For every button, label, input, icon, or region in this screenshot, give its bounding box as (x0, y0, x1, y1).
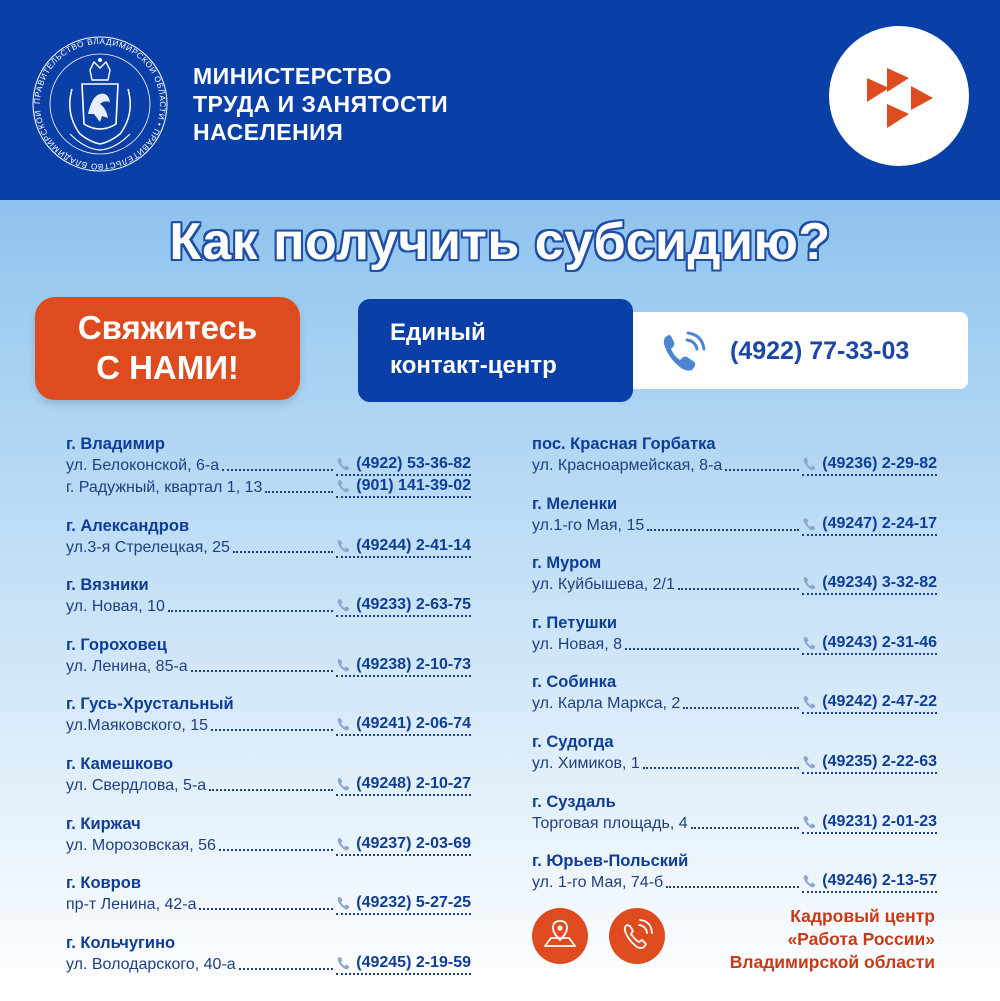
phone-ringing-icon (659, 328, 711, 376)
page-title: Как получить субсидию? (169, 213, 831, 271)
office-address: ул. Морозовская, 56 (66, 836, 216, 854)
offices-list-left (66, 434, 471, 992)
dotted-leader (233, 551, 333, 553)
dotted-leader (683, 707, 799, 709)
office-phone[interactable]: (49246) 2-13-57 (802, 871, 937, 893)
office-phone[interactable]: (49232) 5-27-25 (336, 893, 471, 915)
phone-icon (336, 478, 352, 494)
office-address: ул. Новая, 8 (532, 635, 622, 653)
office-entry (66, 434, 471, 494)
office-phone[interactable]: (49234) 3-32-82 (802, 573, 937, 595)
office-address: Торговая площадь, 4 (532, 814, 688, 832)
office-address: пр-т Ленина, 42-а (66, 896, 197, 914)
coat-of-arms-icon (30, 34, 170, 174)
phone-icon (336, 597, 352, 613)
office-phone[interactable]: (4922) 53-36-82 (336, 454, 471, 476)
dotted-leader (199, 908, 333, 910)
office-entry (66, 575, 471, 635)
office-address: ул.3-я Стрелецкая, 25 (66, 538, 230, 556)
dotted-leader (666, 886, 799, 888)
office-address: ул. 1-го Мая, 74-б (532, 874, 664, 892)
office-entry (66, 873, 471, 933)
office-entry (532, 851, 937, 911)
office-city: г. Меленки (532, 494, 618, 513)
office-city: г. Вязники (66, 576, 149, 595)
office-address: ул.1-го Мая, 15 (532, 516, 645, 534)
office-address-2: г. Радужный, квартал 1, 13 (66, 479, 263, 496)
office-entry (532, 792, 937, 852)
office-entry (532, 613, 937, 673)
office-address: ул. Свердлова, 5-а (66, 776, 207, 794)
employment-center-line-1: Кадровый центр (790, 906, 935, 926)
dotted-leader (678, 588, 799, 590)
employment-center-line-2: «Работа России» (787, 929, 935, 949)
dotted-leader (265, 491, 333, 493)
contact-center-line-2: контакт-центр (390, 352, 557, 379)
contact-center-line-1: Единый (390, 319, 486, 346)
dotted-leader (239, 968, 334, 970)
rabota-russia-logo-icon (829, 26, 969, 166)
office-address: ул. Белоконской, 6-а (66, 457, 220, 474)
office-city: г. Ковров (66, 874, 141, 893)
employment-center-line-3: Владимирской области (729, 952, 935, 972)
header-bar (0, 0, 1000, 200)
office-city: г. Александров (66, 516, 190, 535)
office-address: ул. Куйбышева, 2/1 (532, 576, 675, 594)
office-entry (66, 635, 471, 695)
contact-us-button[interactable] (35, 297, 300, 400)
office-entry (532, 732, 937, 792)
office-phone[interactable]: (49243) 2-31-46 (802, 633, 937, 655)
office-address: ул. Химиков, 1 (532, 754, 640, 772)
dotted-leader (691, 827, 800, 829)
office-city: г. Киржач (66, 814, 141, 833)
phone-icon (336, 657, 352, 673)
phone-icon (802, 873, 818, 889)
office-phone-2[interactable]: (901) 141-39-02 (336, 476, 471, 498)
office-city: г. Камешково (66, 754, 174, 773)
office-city: г. Петушки (532, 613, 618, 632)
phone-icon (336, 456, 352, 472)
phone-icon (802, 456, 818, 472)
office-phone[interactable]: (49236) 2-29-82 (802, 454, 937, 476)
phone-icon (336, 538, 352, 554)
phone-circle-icon[interactable] (609, 908, 665, 964)
office-phone[interactable]: (49245) 2-19-59 (336, 953, 471, 975)
office-address: ул. Карла Маркса, 2 (532, 695, 681, 713)
office-phone[interactable]: (49238) 2-10-73 (336, 655, 471, 677)
phone-icon (336, 895, 352, 911)
phone-icon (336, 836, 352, 852)
dotted-leader (625, 648, 799, 650)
office-entry (66, 516, 471, 576)
office-city: г. Муром (532, 554, 602, 573)
ministry-line-2: ТРУДА И ЗАНЯТОСТИ (193, 91, 449, 117)
phone-icon (802, 516, 818, 532)
phone-icon (802, 635, 818, 651)
dotted-leader (168, 610, 333, 612)
office-address: ул. Володарского, 40-а (66, 955, 236, 973)
office-entry (66, 754, 471, 814)
contact-center-label (358, 299, 633, 402)
office-address: ул.Маяковского, 15 (66, 717, 209, 735)
office-city: г. Собинка (532, 673, 617, 692)
office-phone[interactable]: (49237) 2-03-69 (336, 834, 471, 856)
ministry-name (193, 62, 448, 146)
dotted-leader (643, 767, 799, 769)
office-phone[interactable]: (49235) 2-22-63 (802, 752, 937, 774)
dotted-leader (725, 469, 799, 471)
office-city: г. Гороховец (66, 635, 167, 654)
contact-center-phone-number: (4922) 77-33-03 (730, 337, 910, 365)
phone-icon (802, 694, 818, 710)
contact-us-line-2: С НАМИ! (96, 349, 239, 386)
dotted-leader (191, 670, 334, 672)
office-city: г. Суздаль (532, 792, 616, 811)
dotted-leader (647, 529, 799, 531)
phone-icon (336, 776, 352, 792)
office-entry (532, 494, 937, 554)
office-phone[interactable]: (49233) 2-63-75 (336, 595, 471, 617)
employment-center-name (730, 905, 935, 974)
phone-icon (336, 955, 352, 971)
phone-icon (802, 575, 818, 591)
office-address: ул. Красноармейская, 8-а (532, 457, 723, 474)
office-city: г. Юрьев-Польский (532, 852, 689, 871)
dotted-leader (209, 789, 333, 791)
office-city: пос. Красная Горбатка (532, 435, 716, 453)
office-phone[interactable]: (49248) 2-10-27 (336, 774, 471, 796)
office-entry (532, 434, 937, 494)
map-location-icon[interactable] (532, 908, 588, 964)
dotted-leader (222, 469, 333, 471)
ministry-line-1: МИНИСТЕРСТВО (193, 63, 393, 89)
office-phone[interactable]: (49244) 2-41-14 (336, 536, 471, 558)
office-entry (532, 553, 937, 613)
office-entry (532, 672, 937, 732)
phone-icon (336, 716, 352, 732)
office-city: г. Владимир (66, 435, 166, 453)
office-phone[interactable]: (49231) 2-01-23 (802, 812, 937, 834)
office-city: г. Судогда (532, 732, 614, 751)
office-address: ул. Ленина, 85-а (66, 657, 188, 675)
office-address: ул. Новая, 10 (66, 598, 165, 616)
office-city: г. Гусь-Хрустальный (66, 695, 234, 714)
office-entry (66, 694, 471, 754)
office-entry (66, 814, 471, 874)
contact-center-phone[interactable] (633, 312, 968, 389)
contact-us-line-1: Свяжитесь (77, 309, 258, 346)
offices-list-right (532, 434, 937, 911)
phone-icon (802, 754, 818, 770)
office-entry (66, 933, 471, 993)
dotted-leader (219, 849, 333, 851)
svg-text:ПРАВИТЕЛЬСТВО ВЛАДИМИРСКОЙ ОБЛ: ПРАВИТЕЛЬСТВО ВЛАДИМИРСКОЙ ОБЛАСТИ • ПРАВИТЕЛЬСТВО ВЛАДИМИРСКОЙ (32, 36, 168, 172)
phone-icon (802, 814, 818, 830)
office-phone[interactable]: (49242) 2-47-22 (802, 692, 937, 714)
office-city: г. Кольчугино (66, 933, 176, 952)
office-phone[interactable]: (49247) 2-24-17 (802, 514, 937, 536)
ministry-line-3: НАСЕЛЕНИЯ (193, 119, 344, 145)
dotted-leader (211, 729, 333, 731)
office-phone[interactable]: (49241) 2-06-74 (336, 714, 471, 736)
